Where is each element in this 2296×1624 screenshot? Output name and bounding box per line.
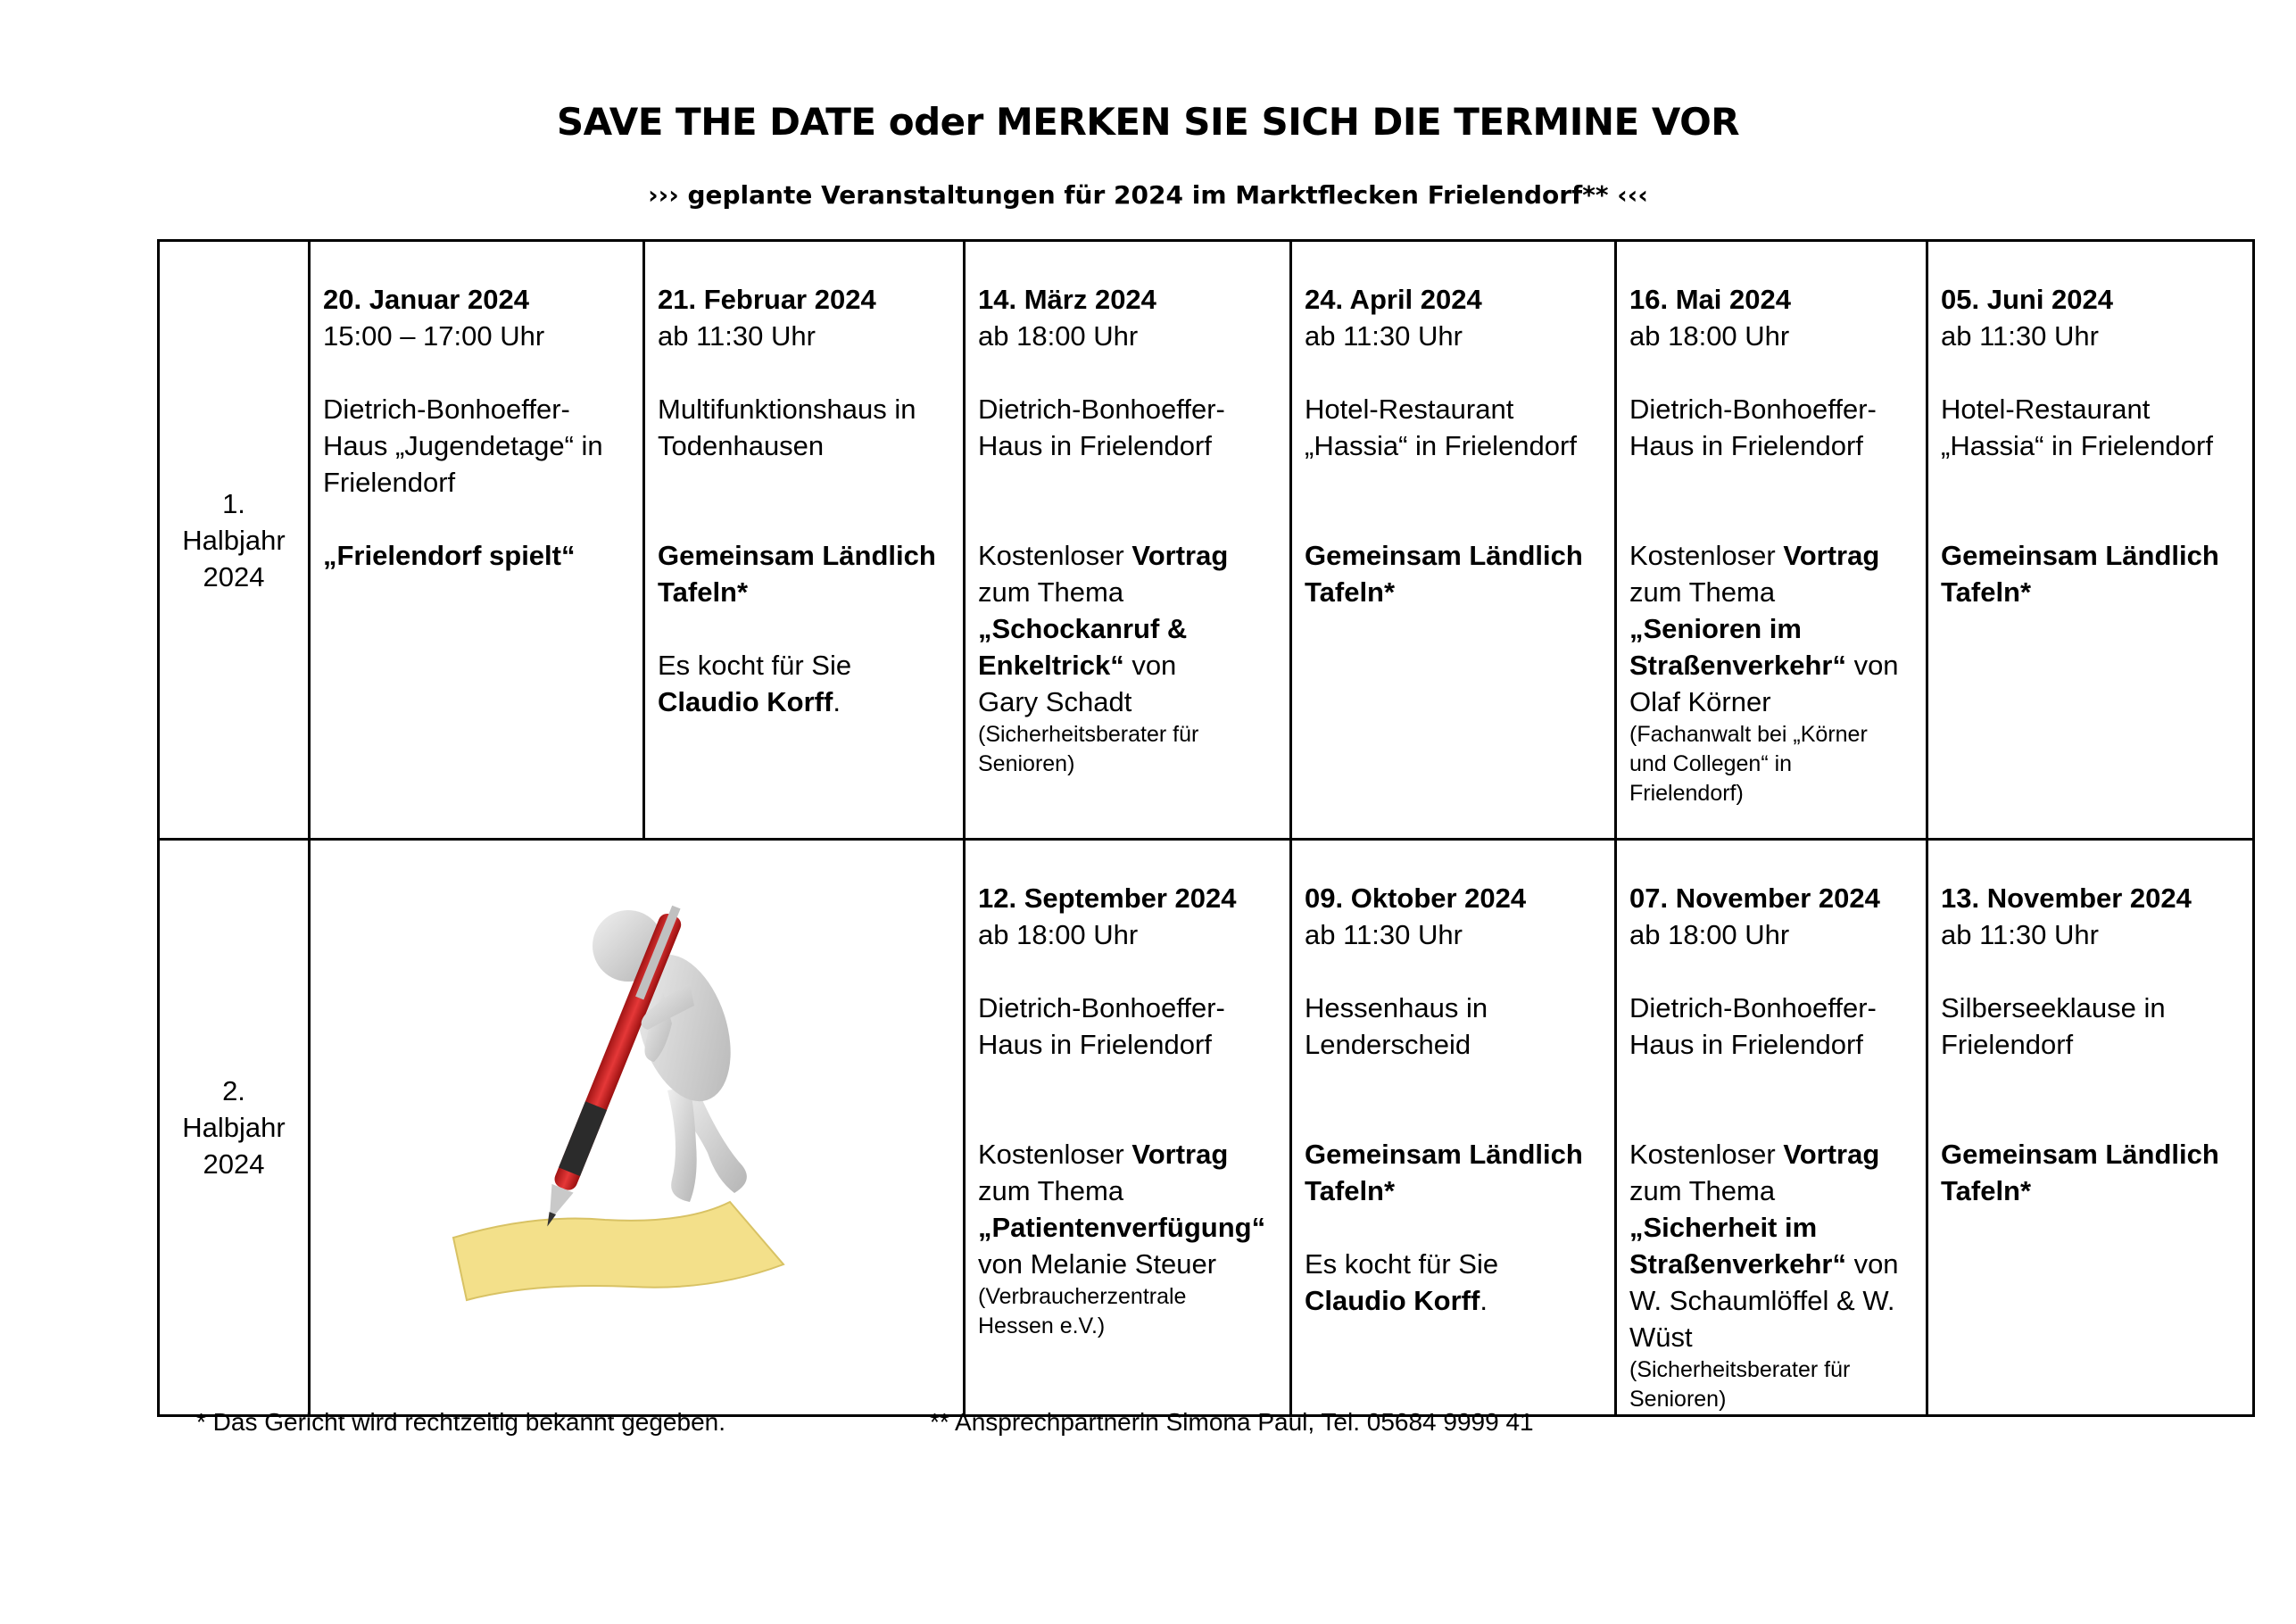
half-year-label: 1. Halbjahr 2024 bbox=[159, 241, 310, 840]
table-row-first-half bbox=[159, 241, 2254, 840]
event-time: ab 11:30 Uhr bbox=[1941, 320, 2099, 352]
event-time: ab 11:30 Uhr bbox=[658, 320, 816, 352]
illustration-cell bbox=[310, 840, 965, 1416]
talk-topic: „Sicherheit im bbox=[1629, 1212, 1818, 1243]
event-cell: 12. September 2024 ab 18:00 Uhr Dietrich-Bonhoeffer- Haus in Frielendorf Kostenloser Vortrag zum Thema „Patientenverfügung“ von Melanie Steuer (Verbraucherzentrale Hessen e.V.) bbox=[965, 840, 1291, 1416]
event-date: 21. Februar 2024 bbox=[658, 284, 876, 315]
event-cell: 24. April 2024 ab 11:30 Uhr Hotel-Restaurant „Hassia“ in Frielendorf Gemeinsam Ländlich Tafeln* bbox=[1291, 241, 1616, 840]
footnote-dish: * Das Gericht wird rechtzeitig bekannt gegeben. bbox=[196, 1408, 725, 1436]
event-time: ab 11:30 Uhr bbox=[1305, 919, 1463, 950]
event-cell: 05. Juni 2024 ab 11:30 Uhr Hotel-Restaurant „Hassia“ in Frielendorf Gemeinsam Ländlich Tafeln* bbox=[1927, 241, 2254, 840]
half-year-label: 2. Halbjahr 2024 bbox=[159, 840, 310, 1416]
speaker: W. Schaumlöffel & W. bbox=[1629, 1285, 1895, 1316]
event-title: Gemeinsam Ländlich bbox=[1941, 1139, 2219, 1170]
event-date: 09. Oktober 2024 bbox=[1305, 882, 1527, 914]
event-place: Hessenhaus in bbox=[1305, 992, 1488, 1023]
speaker-note: (Sicherheitsberater für bbox=[978, 722, 1199, 747]
speaker: von Melanie Steuer bbox=[978, 1248, 1217, 1280]
paper-note-icon bbox=[453, 1202, 783, 1300]
event-date: 12. September 2024 bbox=[978, 882, 1237, 914]
event-talk: Kostenloser Vortrag bbox=[1629, 540, 1880, 571]
event-talk: Kostenloser Vortrag bbox=[1629, 1139, 1880, 1170]
event-time: 15:00 – 17:00 Uhr bbox=[323, 320, 545, 352]
event-cell: 16. Mai 2024 ab 18:00 Uhr Dietrich-Bonhoeffer- Haus in Frielendorf Kostenloser Vortrag zum Thema „Senioren im Straßenverkehr“ von Olaf Körner (Fachanwalt bei „Körner und Collegen“ in Frielendorf) bbox=[1616, 241, 1927, 840]
event-place: Dietrich-Bonhoeffer- bbox=[978, 394, 1225, 425]
event-cell: 13. November 2024 ab 11:30 Uhr Silberseeklause in Frielendorf Gemeinsam Ländlich Tafeln* bbox=[1927, 840, 2254, 1416]
event-time: ab 11:30 Uhr bbox=[1941, 919, 2099, 950]
event-place: Silberseeklause in bbox=[1941, 992, 2166, 1023]
event-talk: Kostenloser Vortrag bbox=[978, 1139, 1229, 1170]
event-title: Gemeinsam Ländlich bbox=[658, 540, 936, 571]
event-place: Multifunktionshaus in bbox=[658, 394, 916, 425]
footnote-contact: ** Ansprechpartnerin Simona Paul, Tel. 05684 9999 41 bbox=[930, 1408, 1534, 1436]
figure-with-pen-illustration bbox=[311, 841, 966, 1408]
speaker: Gary Schadt bbox=[978, 686, 1132, 717]
event-time: ab 18:00 Uhr bbox=[978, 919, 1139, 950]
event-date: 20. Januar 2024 bbox=[323, 284, 529, 315]
event-cook: Es kocht für Sie bbox=[1305, 1248, 1499, 1280]
talk-topic: „Patientenverfügung“ bbox=[978, 1212, 1266, 1243]
event-talk: Kostenloser Vortrag bbox=[978, 540, 1229, 571]
talk-topic: „Senioren im bbox=[1629, 613, 1802, 644]
event-place: Dietrich-Bonhoeffer- bbox=[1629, 992, 1877, 1023]
event-date: 24. April 2024 bbox=[1305, 284, 1482, 315]
event-cell: 21. Februar 2024 ab 11:30 Uhr Multifunktionshaus in Todenhausen Gemeinsam Ländlich Tafeln* Es kocht für Sie Claudio Korff. bbox=[644, 241, 965, 840]
speaker-note: (Verbraucherzentrale bbox=[978, 1284, 1187, 1309]
event-title: „Frielendorf spielt“ bbox=[323, 540, 576, 571]
event-place: Dietrich-Bonhoeffer- bbox=[978, 992, 1225, 1023]
event-cell: 09. Oktober 2024 ab 11:30 Uhr Hessenhaus in Lenderscheid Gemeinsam Ländlich Tafeln* Es kocht für Sie Claudio Korff. bbox=[1291, 840, 1616, 1416]
event-date: 14. März 2024 bbox=[978, 284, 1156, 315]
event-cook: Es kocht für Sie bbox=[658, 650, 852, 681]
event-time: ab 18:00 Uhr bbox=[1629, 320, 1790, 352]
speaker-note: (Fachanwalt bei „Körner bbox=[1629, 722, 1868, 747]
event-title: Gemeinsam Ländlich bbox=[1941, 540, 2219, 571]
event-cell: 07. November 2024 ab 18:00 Uhr Dietrich-Bonhoeffer- Haus in Frielendorf Kostenloser Vortrag zum Thema „Sicherheit im Straßenverkehr“ von W. Schaumlöffel & W. Wüst (Sicherheitsberater für Senioren) bbox=[1616, 840, 1927, 1416]
event-time: ab 18:00 Uhr bbox=[978, 320, 1139, 352]
talk-topic: „Schockanruf & bbox=[978, 613, 1188, 644]
event-cell: 20. Januar 2024 15:00 – 17:00 Uhr Dietrich-Bonhoeffer- Haus „Jugendetage“ in Frielendorf „Frielendorf spielt“ bbox=[310, 241, 644, 840]
event-title: Gemeinsam Ländlich bbox=[1305, 1139, 1583, 1170]
event-date: 16. Mai 2024 bbox=[1629, 284, 1791, 315]
event-place: Hotel-Restaurant bbox=[1305, 394, 1514, 425]
page-subtitle: ››› geplante Veranstaltungen für 2024 im Marktflecken Frielendorf** ‹‹‹ bbox=[648, 180, 1648, 210]
event-place: Hotel-Restaurant bbox=[1941, 394, 2151, 425]
event-date: 07. November 2024 bbox=[1629, 882, 1880, 914]
speaker: Olaf Körner bbox=[1629, 686, 1771, 717]
event-place: Dietrich-Bonhoeffer- bbox=[323, 394, 570, 425]
events-table bbox=[157, 239, 2255, 1417]
page-title: SAVE THE DATE oder MERKEN SIE SICH DIE TERMINE VOR bbox=[556, 100, 1740, 144]
cook-name: Claudio Korff bbox=[658, 686, 833, 717]
event-time: ab 11:30 Uhr bbox=[1305, 320, 1463, 352]
table-row-second-half bbox=[159, 840, 2254, 1416]
event-title: Gemeinsam Ländlich bbox=[1305, 540, 1583, 571]
event-place: Dietrich-Bonhoeffer- bbox=[1629, 394, 1877, 425]
event-time: ab 18:00 Uhr bbox=[1629, 919, 1790, 950]
event-date: 13. November 2024 bbox=[1941, 882, 2192, 914]
event-date: 05. Juni 2024 bbox=[1941, 284, 2114, 315]
event-cell: 14. März 2024 ab 18:00 Uhr Dietrich-Bonhoeffer- Haus in Frielendorf Kostenloser Vortrag zum Thema „Schockanruf & Enkeltrick“ von Gary Schadt (Sicherheitsberater für Senioren) bbox=[965, 241, 1291, 840]
cook-name: Claudio Korff bbox=[1305, 1285, 1480, 1316]
speaker-note: (Sicherheitsberater für bbox=[1629, 1357, 1851, 1382]
